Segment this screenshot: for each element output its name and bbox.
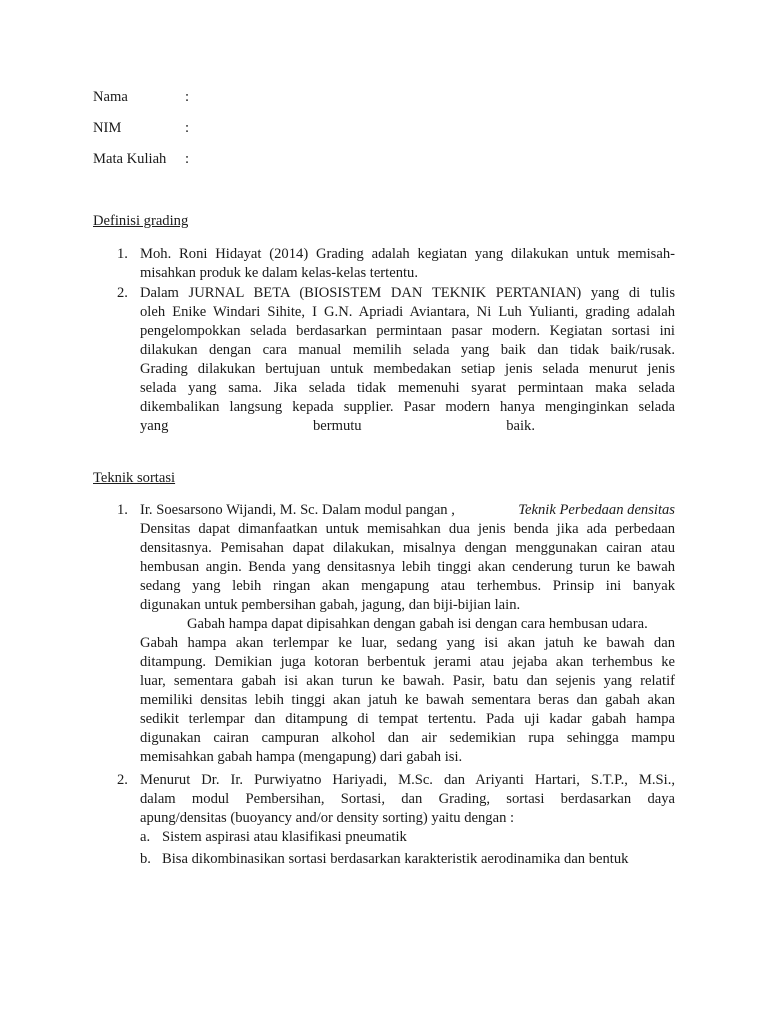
text-line: dalam modul Pembersihan, Sortasi, dan Grading, sortasi berdasarkan daya xyxy=(140,791,675,807)
text-line: memiliki densitas lebih tinggi akan jatuh ke bawah sementara beras dan gabah akan xyxy=(140,692,675,708)
field-colon-nama: : xyxy=(185,89,190,105)
text-line: luar, sementara gabah isi akan turun ke bawah. Pasir, batu dan sejenis yang relatif xyxy=(140,673,675,689)
text-line: Grading dilakukan bertujuan untuk membedakan setiap jenis selada menurut jenis xyxy=(140,361,675,377)
text-line: dilakukan dengan cara manual memilih selada yang baik dan tidak baik/rusak. xyxy=(140,342,675,358)
list-number: 2. xyxy=(117,285,128,301)
text-line: Menurut Dr. Ir. Purwiyatno Hariyadi, M.Sc. dan Ariyanti Hartari, S.T.P., M.Si., xyxy=(140,772,675,788)
field-label-mata-kuliah: Mata Kuliah xyxy=(93,151,167,167)
sublist-item-text: Sistem aspirasi atau klasifikasi pneumatik xyxy=(162,829,407,845)
text-line: densitasnya. Pemisahan dapat dilakukan, misalnya dengan menggunakan cairan atau xyxy=(140,540,675,556)
list-item-text xyxy=(140,284,675,436)
text-line: pengelompokkan selada berdasarkan permintaan pasar modern. Kegiatan sortasi ini xyxy=(140,323,675,339)
list-number: 1. xyxy=(117,502,128,518)
text-line: hembusan angin. Benda yang densitasnya lebih tinggi akan cenderung turun ke bawah xyxy=(140,559,675,575)
text-line: sedang yang lebih ringan akan mengapung atau terhembus. Prinsip ini banyak xyxy=(140,578,675,594)
list-item-text xyxy=(140,501,675,767)
text-line: digunakan untuk pembersihan gabah, jagung, dan biji-bijian lain. xyxy=(140,597,521,613)
text-line: Moh. Roni Hidayat (2014) Grading adalah kegiatan yang dilakukan untuk memisah- xyxy=(140,246,675,262)
text-line xyxy=(140,501,675,520)
text-line: Dalam JURNAL BETA (BIOSISTEM DAN TEKNIK PERTANIAN) yang di tulis xyxy=(140,285,675,301)
text-fragment: Ir. Soesarsono Wijandi, M. Sc. Dalam modul pangan , xyxy=(140,502,455,518)
italic-title: Teknik Perbedaan densitas xyxy=(518,502,675,518)
field-colon-mata-kuliah: : xyxy=(185,151,190,167)
text-line: memisahkan gabah hampa (mengapung) dari gabah isi. xyxy=(140,749,463,765)
list-item-text xyxy=(140,771,675,828)
text-line: Gabah hampa dapat dipisahkan dengan gabah isi dengan cara hembusan udara. xyxy=(187,616,648,632)
text-line-spread xyxy=(140,417,535,436)
text-line: oleh Enike Windari Sihite, I G.N. Apriadi Aviantara, Ni Luh Yulianti, grading adalah xyxy=(140,304,675,320)
word: yang xyxy=(140,418,169,434)
word: baik. xyxy=(506,418,535,434)
sublist-item-text: Bisa dikombinasikan sortasi berdasarkan karakteristik aerodinamika dan bentuk xyxy=(162,851,629,867)
text-line: apung/densitas (buoyancy and/or density sorting) yaitu dengan : xyxy=(140,810,515,826)
text-line: misahkan produk ke dalam kelas-kelas tertentu. xyxy=(140,265,419,281)
field-label-nama: Nama xyxy=(93,89,128,105)
sublist-letter: a. xyxy=(140,829,151,845)
text-line: selada yang sama. Jika selada tidak memenuhi syarat permintaan maka selada xyxy=(140,380,675,396)
text-line: ditampung. Demikian juga kotoran berbentuk jerami atau jejaba akan terhembus ke xyxy=(140,654,675,670)
list-number: 2. xyxy=(117,772,128,788)
section-heading-teknik-sortasi: Teknik sortasi xyxy=(93,470,176,486)
text-line: digunakan cairan campuran alkohol dan air sedemikian rupa sehingga mampu xyxy=(140,730,675,746)
field-label-nim: NIM xyxy=(93,120,122,136)
text-line: sedikit terlempar dan ditampung di tempat tertentu. Pada uji kadar gabah hampa xyxy=(140,711,675,727)
text-line: Gabah hampa akan terlempar ke luar, sedang yang isi akan jatuh ke bawah dan xyxy=(140,635,675,651)
sublist-letter: b. xyxy=(140,851,151,867)
text-line: Densitas dapat dimanfaatkan untuk memisahkan dua jenis benda jika ada perbedaan xyxy=(140,521,675,537)
field-colon-nim: : xyxy=(185,120,190,136)
text-line: dikembalikan langsung kepada supplier. Pasar modern hanya menginginkan selada xyxy=(140,399,675,415)
list-item-text xyxy=(140,245,675,283)
word: bermutu xyxy=(312,418,362,434)
section-heading-definisi-grading: Definisi grading xyxy=(93,213,189,229)
list-number: 1. xyxy=(117,246,128,262)
